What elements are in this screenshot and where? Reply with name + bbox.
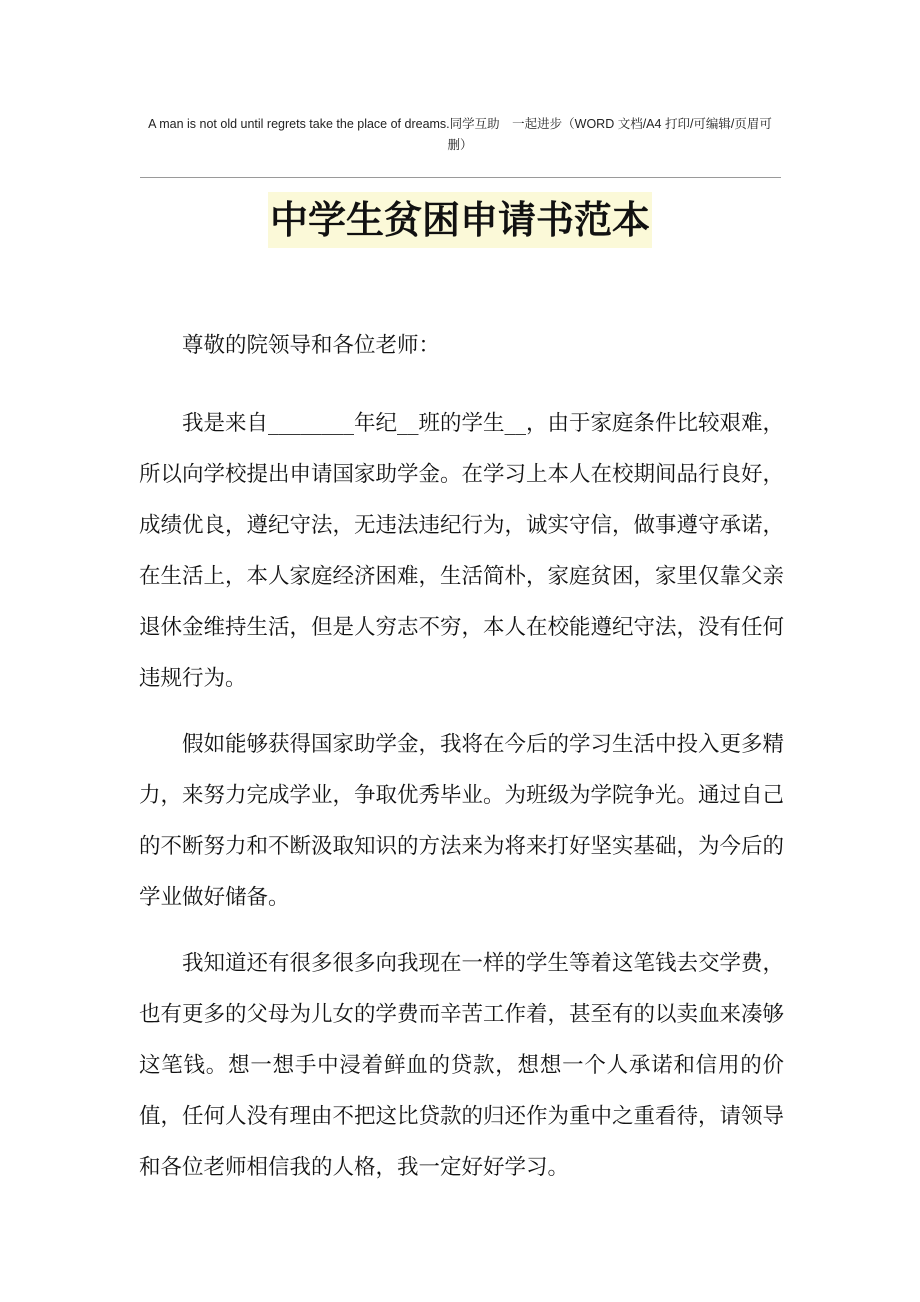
title-container [0, 192, 920, 248]
document-title: 中学生贫困申请书范本 [268, 192, 652, 248]
body-paragraph-1: 我是来自________年纪__班的学生__，由于家庭条件比较艰难，所以向学校提出申请国家助学金。在学习上本人在校期间品行良好，成绩优良，遵纪守法，无违法违纪行为，诚实守信，做事遵守承诺，在生活上，本人家庭经济困难，生活简朴，家庭贫困，家里仅靠父亲退休金维持生活，但是人穷志不穷，本人在校能遵纪守法，没有任何违规行为。 [139, 411, 785, 691]
greeting-line: 尊敬的院领导和各位老师： [182, 333, 441, 358]
body-paragraph-3: 我知道还有很多很多向我现在一样的学生等着这笔钱去交学费，也有更多的父母为儿女的学费而辛苦工作着，甚至有的以卖血来凑够这笔钱。想一想手中浸着鲜血的贷款，想想一个人承诺和信用的价值，任何人没有理由不把这比贷款的归还作为重中之重看待，请领导和各位老师相信我的人格，我一定好好学习。 [139, 951, 785, 1180]
document-body [139, 320, 784, 1208]
header-divider [140, 177, 781, 178]
page-header: A man is not old until regrets take the place of dreams.同学互助 一起进步（WORD 文档/A4 打印/可编辑/页眉可删） [148, 117, 772, 152]
body-paragraph-2: 假如能够获得国家助学金，我将在今后的学习生活中投入更多精力，来努力完成学业，争取优秀毕业。为班级为学院争光。通过自己的不断努力和不断汲取知识的方法来为将来打好坚实基础，为今后的学业做好储备。 [139, 732, 785, 910]
